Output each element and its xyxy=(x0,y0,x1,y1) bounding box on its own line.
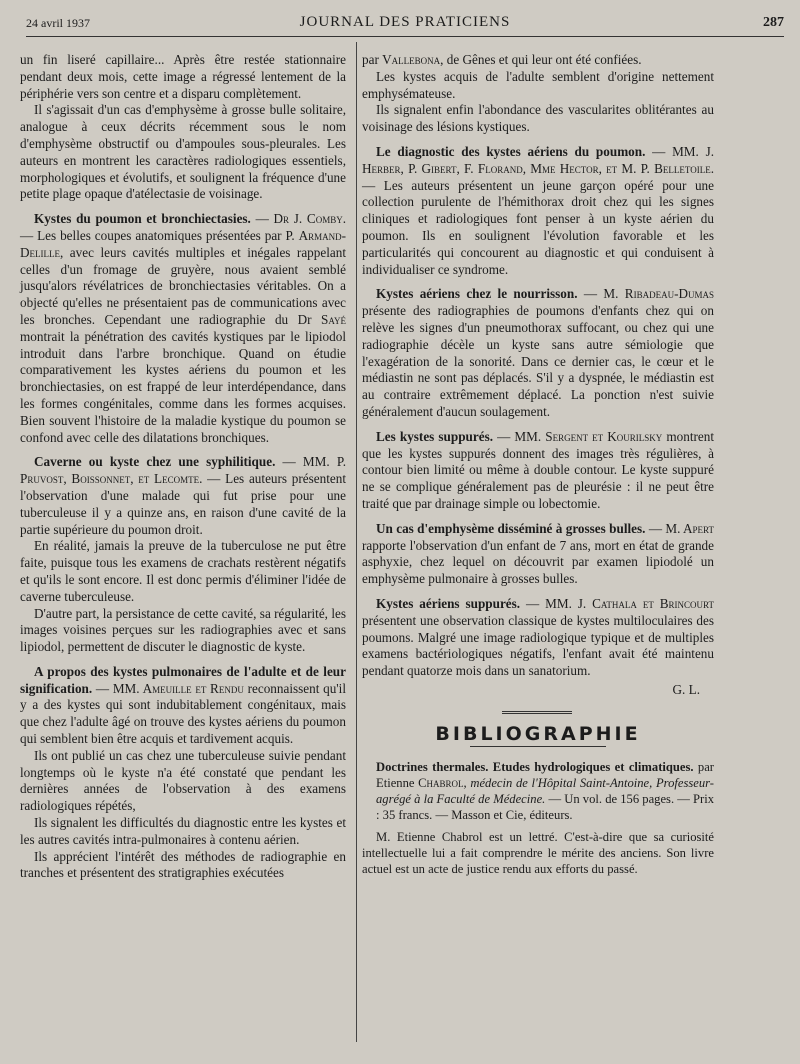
review-text: M. Etienne Chabrol est un lettré. C'est-à-dire que sa curiosité intellectuelle lui a fait comprendre le mérite des anciens. Son livre actuel est un acte de justice rendu aux efforts du passé. xyxy=(362,830,714,877)
section-bronchiectasies xyxy=(20,211,346,446)
author-name: Armand-Delille xyxy=(20,227,347,260)
section-text: , avec leurs cavités multiples et inégales rappelant celles d'un fromage de gruyère, nous avaient semblé jusqu'alors révélatrices de bronchiectasies véritables. On a objecté qu'elles ne présentaient pas de communications avec les bronches. Cependant une radiographie du Dr xyxy=(20,244,346,327)
paragraph: D'autre part, la persistance de cette cavité, sa régularité, les images voisines perçues sur les radiographies avec et sans lipiodol, permettent de discuter le diagnostic de kyste. xyxy=(20,605,346,655)
author-name: Vallebona xyxy=(382,52,441,67)
heading-underline xyxy=(470,746,606,747)
section-title: Un cas d'emphysème disséminé à grosses bulles. xyxy=(376,520,646,536)
section-text: par Etienne xyxy=(376,760,714,791)
paragraph: Ils apprécient l'intérêt des méthodes de radiographie en tranches et présentent des stratigraphies exécutées xyxy=(20,848,346,881)
section-text: par xyxy=(362,52,379,67)
section-title: Le diagnostic des kystes aériens du poumon. xyxy=(376,143,646,159)
section-caverne xyxy=(20,454,346,538)
page-number: 287 xyxy=(763,15,784,30)
section-authors: — MM. J. Cathala et Brincourt xyxy=(526,595,715,611)
section-text: reconnaissent qu'il y a des kystes qui sont indubitablement congénitaux, mais que chez l'adulte âgé on trouve des kystes aériens du poumon qui semblent bien être acquis et tardivement acquis. xyxy=(20,680,346,747)
book-title: Doctrines thermales. Etudes hydrologiques et climatiques. xyxy=(376,760,694,775)
section-rule xyxy=(502,711,572,716)
section-authors: — Dr J. Comby. — xyxy=(20,211,347,243)
section-authors: — MM. J. Herber, P. Gibert, F. Florand, Mme Hector, et M. P. Belletoile. — xyxy=(362,143,714,193)
paragraph: En réalité, jamais la preuve de la tuberculose ne put être faite, puisque tous les examens de crachats restèrent négatifs et qu'ils le sont encore. Il est donc permis d'éliminer l'idée de caverne tuberculeuse. xyxy=(20,538,346,604)
section-diagnostic xyxy=(362,144,714,278)
section-text: présentent une observation classique de kystes multiloculaires des poumons. Malgré une image radiologique typique et de multiples examens bactériologiques négatifs, l'enfant avait été maintenu pendant quatorze mois dans un sanatorium. xyxy=(362,612,714,679)
author-name: Sayé xyxy=(320,311,346,327)
paragraph: Ils signalent enfin l'abondance des vascularites oblitérantes au voisinage des lésions kystiques. xyxy=(362,102,714,135)
section-kystes-suppures xyxy=(362,429,714,513)
section-authors: — M. Ribadeau-Dumas xyxy=(583,286,714,302)
section-authors: — MM. Ameuille et Rendu xyxy=(95,680,244,696)
right-column xyxy=(362,52,714,877)
section-title: Caverne ou kyste chez une syphilitique. xyxy=(34,454,276,470)
journal-title: JOURNAL DES PRATICIENS xyxy=(299,14,511,30)
signature: G. L. xyxy=(672,681,700,697)
column-divider xyxy=(356,42,357,1042)
section-title: A propos des kystes pulmonaires de l'adulte et de leur signification. xyxy=(20,663,346,696)
section-authors: — MM. Sergent et Kourilsky xyxy=(497,428,663,444)
paragraph: Il s'agissait d'un cas d'emphysème à grosse bulle solitaire, analogue à ceux décrits récemment sous le nom d'emphysème obstructif ou d'ampoules sous-pleurales. Les auteurs en montrent les caractères radiologiques essentiels, morphologiques et évolutifs, et soulignent la fréquence d'une petite plage opaque d'atélectasie de voisinage. xyxy=(20,102,346,202)
bibliography-entry xyxy=(362,759,714,823)
section-text: montrent que les kystes suppurés donnent des images très régulières, à contour bien limité ou même à double contour. Le kyste suppuré ne se complique généralement pas de pleurésie : il ne peut être traité que par drainage simple ou lobectomie. xyxy=(362,428,714,511)
page-header xyxy=(26,14,784,37)
paragraph: Ils signalent les difficultés du diagnostic entre les kystes et les autres cavités intra-pulmonaires à contenu aérien. xyxy=(20,815,346,847)
section-text: , de Gênes et qui leur ont été confiées. xyxy=(440,52,642,67)
section-title: Les kystes suppurés. xyxy=(376,428,494,444)
paragraph: un fin liseré capillaire... Après être restée stationnaire pendant deux mois, cette image a régressé lentement de la périphérie vers son centre et a disparu complètement. xyxy=(20,52,346,101)
section-text: rapporte l'observation d'un enfant de 7 ans, mort en état de grande asphyxie, chez lequel on découvrit par examen lipiodolé un emphysème pulmonaire à grosses bulles. xyxy=(362,537,714,587)
section-title: Kystes du poumon et bronchiectasies. xyxy=(34,211,251,227)
paragraph xyxy=(362,52,714,69)
header-date: 24 avril 1937 xyxy=(26,16,90,30)
section-authors: — MM. P. Pruvost, Boissonnet, et Lecomte. — xyxy=(20,454,346,487)
paragraph: Ils ont publié un cas chez une tuberculeuse suivie pendant longtemps où le kyste n'a été constaté que pendant les dernières années de l'observation à des examens radiologiques répétés, xyxy=(20,747,346,814)
author-role: , médecin de l'Hôpital Saint-Antoine, Professeur-agrégé à la Faculté de Médecine. xyxy=(376,776,714,807)
section-text: Les belles coupes anatomiques présentées par P. xyxy=(37,227,295,243)
section-text: Les auteurs présentent un jeune garçon opéré pour une collection purulente de l'hémithorax droit chez qui les signes cliniques et radiologiques font penser à un kyste aérien du poumon. Ils en soulignent l'évolution favorable et les particularités qui concourent au diagnostic et qui conduisent à individualiser ce syndrome. xyxy=(362,177,714,277)
section-kystes-aeriens-suppures xyxy=(362,596,714,680)
section-nourrisson xyxy=(362,286,714,420)
bibliography-heading: BIBLIOGRAPHIE xyxy=(435,722,641,745)
section-text: montrait la pénétration des cavités kystiques par le lipiodol introduit dans l'arbre bronchique. Quand on étudie comparativement les kystes aériens du poumon et les bronchiectasies, on est frappé de leur interdépendance, dans les formes congénitales, comme dans les formes acquises. Bien souvent l'histoire de la maladie kystique du poumon se confond avec celle des dilatations bronchiques. xyxy=(20,328,346,445)
left-column xyxy=(20,52,346,882)
section-title: Kystes aériens suppurés. xyxy=(376,595,521,611)
section-kystes-adulte xyxy=(20,664,346,748)
section-text: Les auteurs présentent l'observation d'une malade qui fut prise pour une tuberculeuse il y a quinze ans, en raison d'une cavité de la partie supérieure du poumon droit. xyxy=(20,471,346,537)
section-text: présente des radiographies de poumons d'enfants chez qui on relève les signes d'un pneumothorax suffocant, ou chez qui une radiographie décèle un kyste sans autre sémiologie que l'exagération de la sonorité. Dans ce dernier cas, le cœur et le médiastin ne sont pas déplacés. S'il y a dyspnée, le médiastin est au contraire extrêmement déplacé. La ponction n'est suivie généralement d'aucun soulagement. xyxy=(362,303,714,419)
author-name: Chabrol xyxy=(418,776,464,791)
section-authors: — M. Apert xyxy=(648,520,715,536)
paragraph: Les kystes acquis de l'adulte semblent d'origine nettement emphysémateuse. xyxy=(362,68,714,101)
section-title: Kystes aériens chez le nourrisson. xyxy=(376,286,578,302)
section-emphyseme xyxy=(362,521,714,588)
book-details: — Un vol. de 156 pages. — Prix : 35 francs. — Masson et Cie, éditeurs. xyxy=(376,792,715,823)
